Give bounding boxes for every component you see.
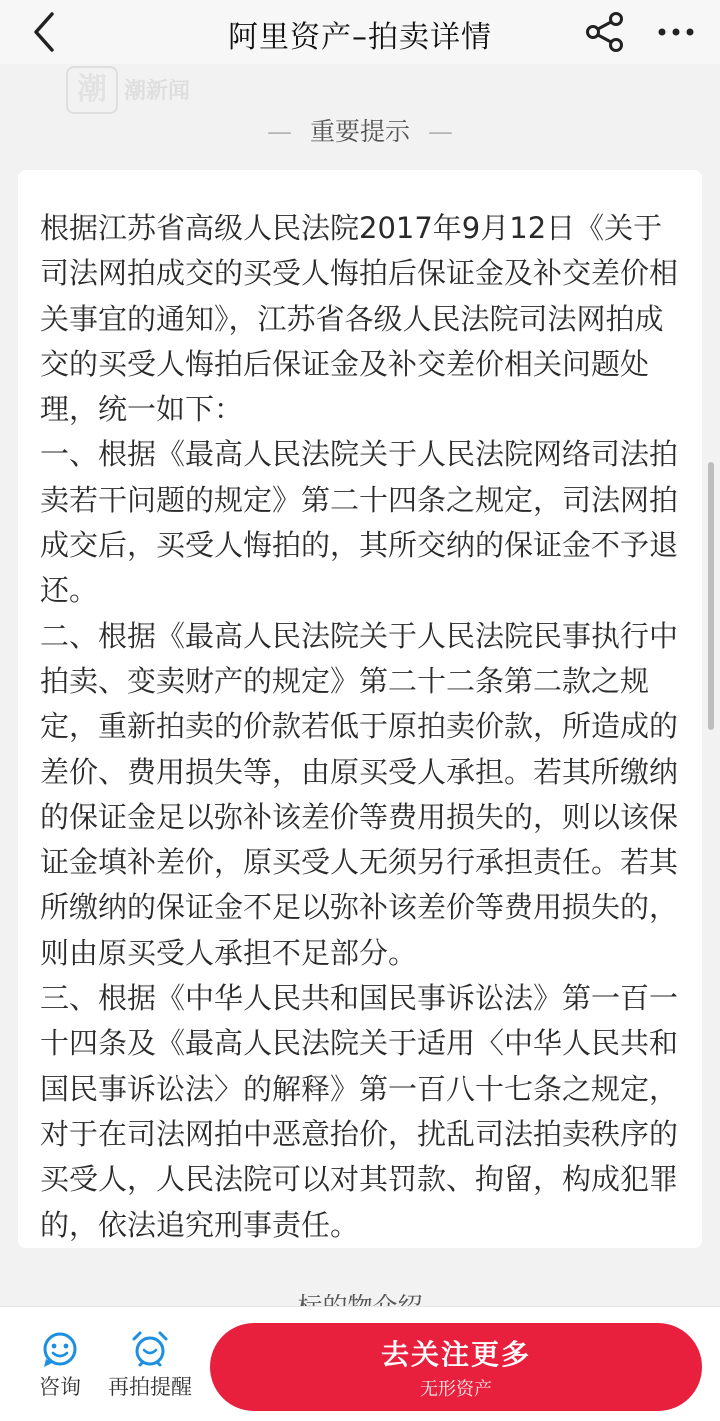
page-title: 阿里资产–拍卖详情 <box>228 20 492 55</box>
top-bar <box>0 0 720 64</box>
remind-button[interactable] <box>100 1329 200 1401</box>
remind-label: 再拍提醒 <box>108 1375 192 1399</box>
share-button[interactable] <box>582 10 628 54</box>
follow-more-sublabel: 无形资产 <box>420 1379 492 1400</box>
consult-button[interactable] <box>28 1329 92 1401</box>
alarm-clock-icon <box>130 1329 170 1369</box>
notice-paragraph: 根据江苏省高级人民法院2017年9月12日《关于司法网拍成交的买受人悔拍后保证金及补交差价相关事宜的通知》，江苏省各级人民法院司法网拍成交的买受人悔拍后保证金及补交差价相关问题处理，统一如下： <box>40 211 679 427</box>
more-dots-icon <box>652 10 700 54</box>
consult-label: 咨询 <box>39 1375 81 1399</box>
watermark-glyph: 潮 <box>66 66 118 114</box>
notice-paragraph: 二、根据《最高人民法院关于人民法院民事执行中拍卖、变卖财产的规定》第二十二条第二款之规定，重新拍卖的价款若低于原拍卖价款，所造成的差价、费用损失等，由原买受人承担。若其所缴纳的保证金足以弥补该差价等费用损失的，则以该保证金填补差价，原买受人无须另行承担责任。若其所缴纳的保证金不足以弥补该差价等费用损失的，则由原买受人承担不足部分。 <box>40 618 679 970</box>
section-header-important: — 重要提示 — <box>266 117 453 146</box>
share-icon <box>582 10 628 54</box>
scrollbar[interactable] <box>708 462 714 730</box>
watermark-logo <box>62 62 222 118</box>
chat-face-icon <box>40 1329 80 1369</box>
bottom-action-bar <box>0 1306 720 1421</box>
notice-card <box>18 170 702 1248</box>
notice-paragraph: 一、根据《最高人民法院关于人民法院网络司法拍卖若干问题的规定》第二十四条之规定，司法网拍成交后，买受人悔拍的，其所交纳的保证金不予退还。 <box>40 437 679 608</box>
watermark-text: 潮新闻 <box>124 79 191 104</box>
section-title: 重要提示 <box>309 117 410 146</box>
notice-paragraph: 三、根据《中华人民共和国民事诉讼法》第一百一十四条及《最高人民法院关于适用〈中华人民共和国民事诉讼法〉的解释》第一百八十七条之规定，对于在司法网拍中恶意抬价，扰乱司法拍卖秩序的买受人，人民法院可以对其罚款、拘留，构成犯罪的，依法追究刑事责任。 <box>40 981 679 1242</box>
more-button[interactable] <box>652 10 700 54</box>
follow-more-label: 去关注更多 <box>380 1338 531 1371</box>
notice-text <box>40 206 680 1248</box>
follow-more-button[interactable] <box>210 1323 702 1411</box>
